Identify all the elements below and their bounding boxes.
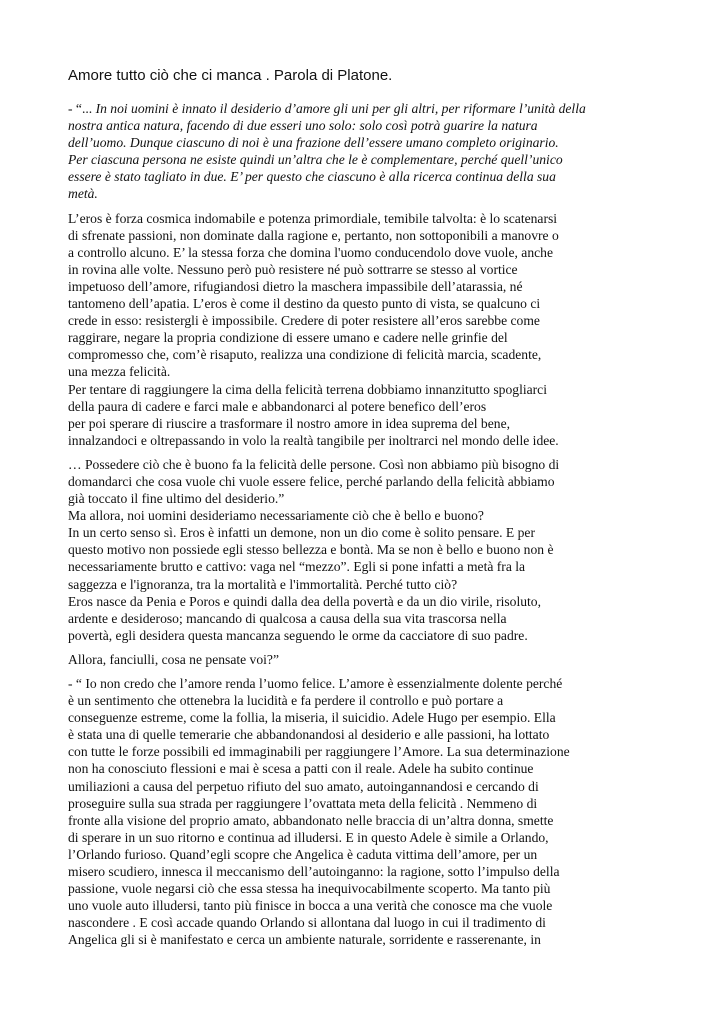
text-line: uno vuole auto illudersi, tanto più finisce in bocca a una verità che conosce ma che vuole — [68, 898, 553, 914]
text-line: - “ Io non credo che l’amore renda l’uomo felice. L’amore è essenzialmente dolente perché — [68, 676, 563, 691]
text-line: l’Orlando furioso. Quand’egli scopre che Angelica è caduta vittima dell’amore, per un — [68, 846, 538, 862]
text-line: saggezza e l'ignoranza, tra la mortalità e l'immortalità. Perché tutto ciò? — [68, 576, 458, 592]
text-line: innalzandoci e oltrepassando in volo la realtà tangibile per inoltrarci nel mondo delle idee. — [68, 432, 559, 448]
document-page — [68, 66, 660, 949]
quote-line — [68, 100, 660, 117]
text-line: di sperare in un suo ritorno e continua ad illudersi. E in questo Adele è simile a Orlando, — [68, 829, 549, 845]
quote-line: nostra antica natura, facendo di due esseri uno solo: solo così potrà guarire la natura — [68, 118, 538, 134]
text-line: fronte alla visione del proprio amato, abbandonato nelle braccia di un’altra donna, smette — [68, 812, 554, 828]
text-line: necessariamente brutto e cattivo: vaga nel “mezzo”. Egli si pone infatti a metà fra la — [68, 559, 526, 575]
text-line: con tutte le forze possibili ed immaginabili per raggiungere l’Amore. La sua determinazione — [68, 744, 570, 760]
text-line: tantomeno dell’apatia. L’eros è come il destino da questo punto di vista, se qualcuno ci — [68, 296, 541, 312]
text-line: umiliazioni a causa del perpetuo rifiuto del suo amato, autoingannandosi e cercando di — [68, 778, 539, 794]
text-line: crede in esso: resistergli è impossibile. Credere di poter resistere all’eros sarebbe come — [68, 313, 540, 329]
paragraph-fanciulli — [68, 651, 660, 668]
paragraph-possedere — [68, 456, 660, 644]
text-line: domandarci che cosa vuole chi vuole essere felice, perché parlando della felicità abbiamo — [68, 473, 555, 489]
text-line: già toccato il fine ultimo del desiderio.” — [68, 491, 285, 507]
quote-line: metà. — [68, 186, 98, 202]
text-line: ardente e desideroso; mancando di qualcosa a causa della sua vita trascorsa nella — [68, 610, 507, 626]
text-line: in rovina alle volte. Nessuno però può resistere né può sottrarre se stesso al vortice — [68, 261, 518, 277]
text-line: conseguenze estreme, come la follia, la miseria, il suicidio. Adele Hugo per esempio. Ella — [68, 710, 556, 726]
text-line: In un certo senso sì. Eros è infatti un demone, non un dio come è solito pensare. E per — [68, 525, 535, 541]
text-line: proseguire sulla sua strada per raggiungere l’ovattata meta della felicità . Nemmeno di — [68, 795, 538, 811]
text-line: L’eros è forza cosmica indomabile e potenza primordiale, temibile talvolta: è lo scatenarsi — [68, 210, 558, 226]
text-line: Angelica gli si è manifestato e cerca un ambiente naturale, sorridente e rasserenante, in — [68, 932, 541, 948]
text-line: non ha conosciuto flessioni e mai è scesa a patti con il reale. Adele ha subito continue — [68, 761, 534, 777]
text-line: è stata una di quelle temerarie che abbandonandosi al desiderio e alle passioni, ha lottato — [68, 727, 550, 743]
text-line: della paura di cadere e farci male e abbandonarci al potere benefico dell’eros — [68, 398, 487, 414]
text-line: Ma allora, noi uomini desideriamo necessariamente ciò che è bello e buono? — [68, 508, 484, 524]
quote-line: essere è stato tagliato in due. E’ per questo che ciascuno è alla ricerca continua della sua — [68, 169, 556, 185]
text-line: è un sentimento che ottenebra la lucidità e fa perdere il controllo e può portare a — [68, 693, 504, 709]
quote-line: dell’uomo. Dunque ciascuno di noi è una frazione dell’essere umano completo originario. — [68, 135, 559, 151]
text-line: Eros nasce da Penia e Poros e quindi dalla dea della povertà e da un dio virile, risoluto, — [68, 593, 542, 609]
paragraph-eros — [68, 210, 660, 449]
text-line: raggirare, negare la propria condizione di essere umano e cadere nelle grinfie del — [68, 330, 508, 346]
platone-quote — [68, 100, 660, 203]
text-line: impetuoso dell’amore, rifugiandosi dietro la maschera impassibile dell’atarassia, né — [68, 278, 523, 294]
text-line: povertà, egli desidera questa mancanza seguendo le orme da cacciatore di suo padre. — [68, 627, 528, 643]
text-line: Per tentare di raggiungere la cima della felicità terrena dobbiamo innanzitutto spogliarci — [68, 381, 547, 397]
text-line: Allora, fanciulli, cosa ne pensate voi?” — [68, 651, 279, 667]
quote-line: Per ciascuna persona ne esiste quindi un’altra che le è complementare, perché quell’unico — [68, 152, 563, 168]
text-line: compromesso che, com’è risaputo, realizza una condizione di felicità marcia, scadente, — [68, 347, 542, 363]
text-line: di sfrenate passioni, non dominate dalla ragione e, pertanto, non sottoponibili a manovre o — [68, 227, 559, 243]
text-line: a controllo alcuno. E’ la stessa forza che domina l'uomo conducendolo dove vuole, anche — [68, 244, 553, 260]
quote-text: In noi uomini è innato il desiderio d’amore gli uni per gli altri, per riformare l’unità della — [95, 101, 586, 116]
text-line: nascondere . E così accade quando Orlando si allontana dal luogo in cui il tradimento di — [68, 915, 546, 931]
text-line: passione, vuole negarsi ciò che essa stessa ha inequivocabilmente scoperto. Ma tanto più — [68, 881, 551, 897]
text-line: questo motivo non possiede egli stesso bellezza e bontà. Ma se non è bello e buono non è — [68, 542, 554, 558]
text-line: … Possedere ciò che è buono fa la felicità delle persone. Così non abbiamo più bisogno di — [68, 456, 560, 472]
quote-intro: - “... — [68, 101, 96, 116]
text-line: una mezza felicità. — [68, 364, 171, 380]
paragraph-adele — [68, 675, 660, 949]
text-line: misero scudiero, innesca il meccanismo dell’autoinganno: la ragione, sotto l’impulso della — [68, 864, 560, 880]
document-title: Amore tutto ciò che ci manca . Parola di Platone. — [68, 67, 393, 84]
text-line: per poi sperare di riuscire a trasformare il nostro amore in idea suprema del bene, — [68, 415, 510, 431]
